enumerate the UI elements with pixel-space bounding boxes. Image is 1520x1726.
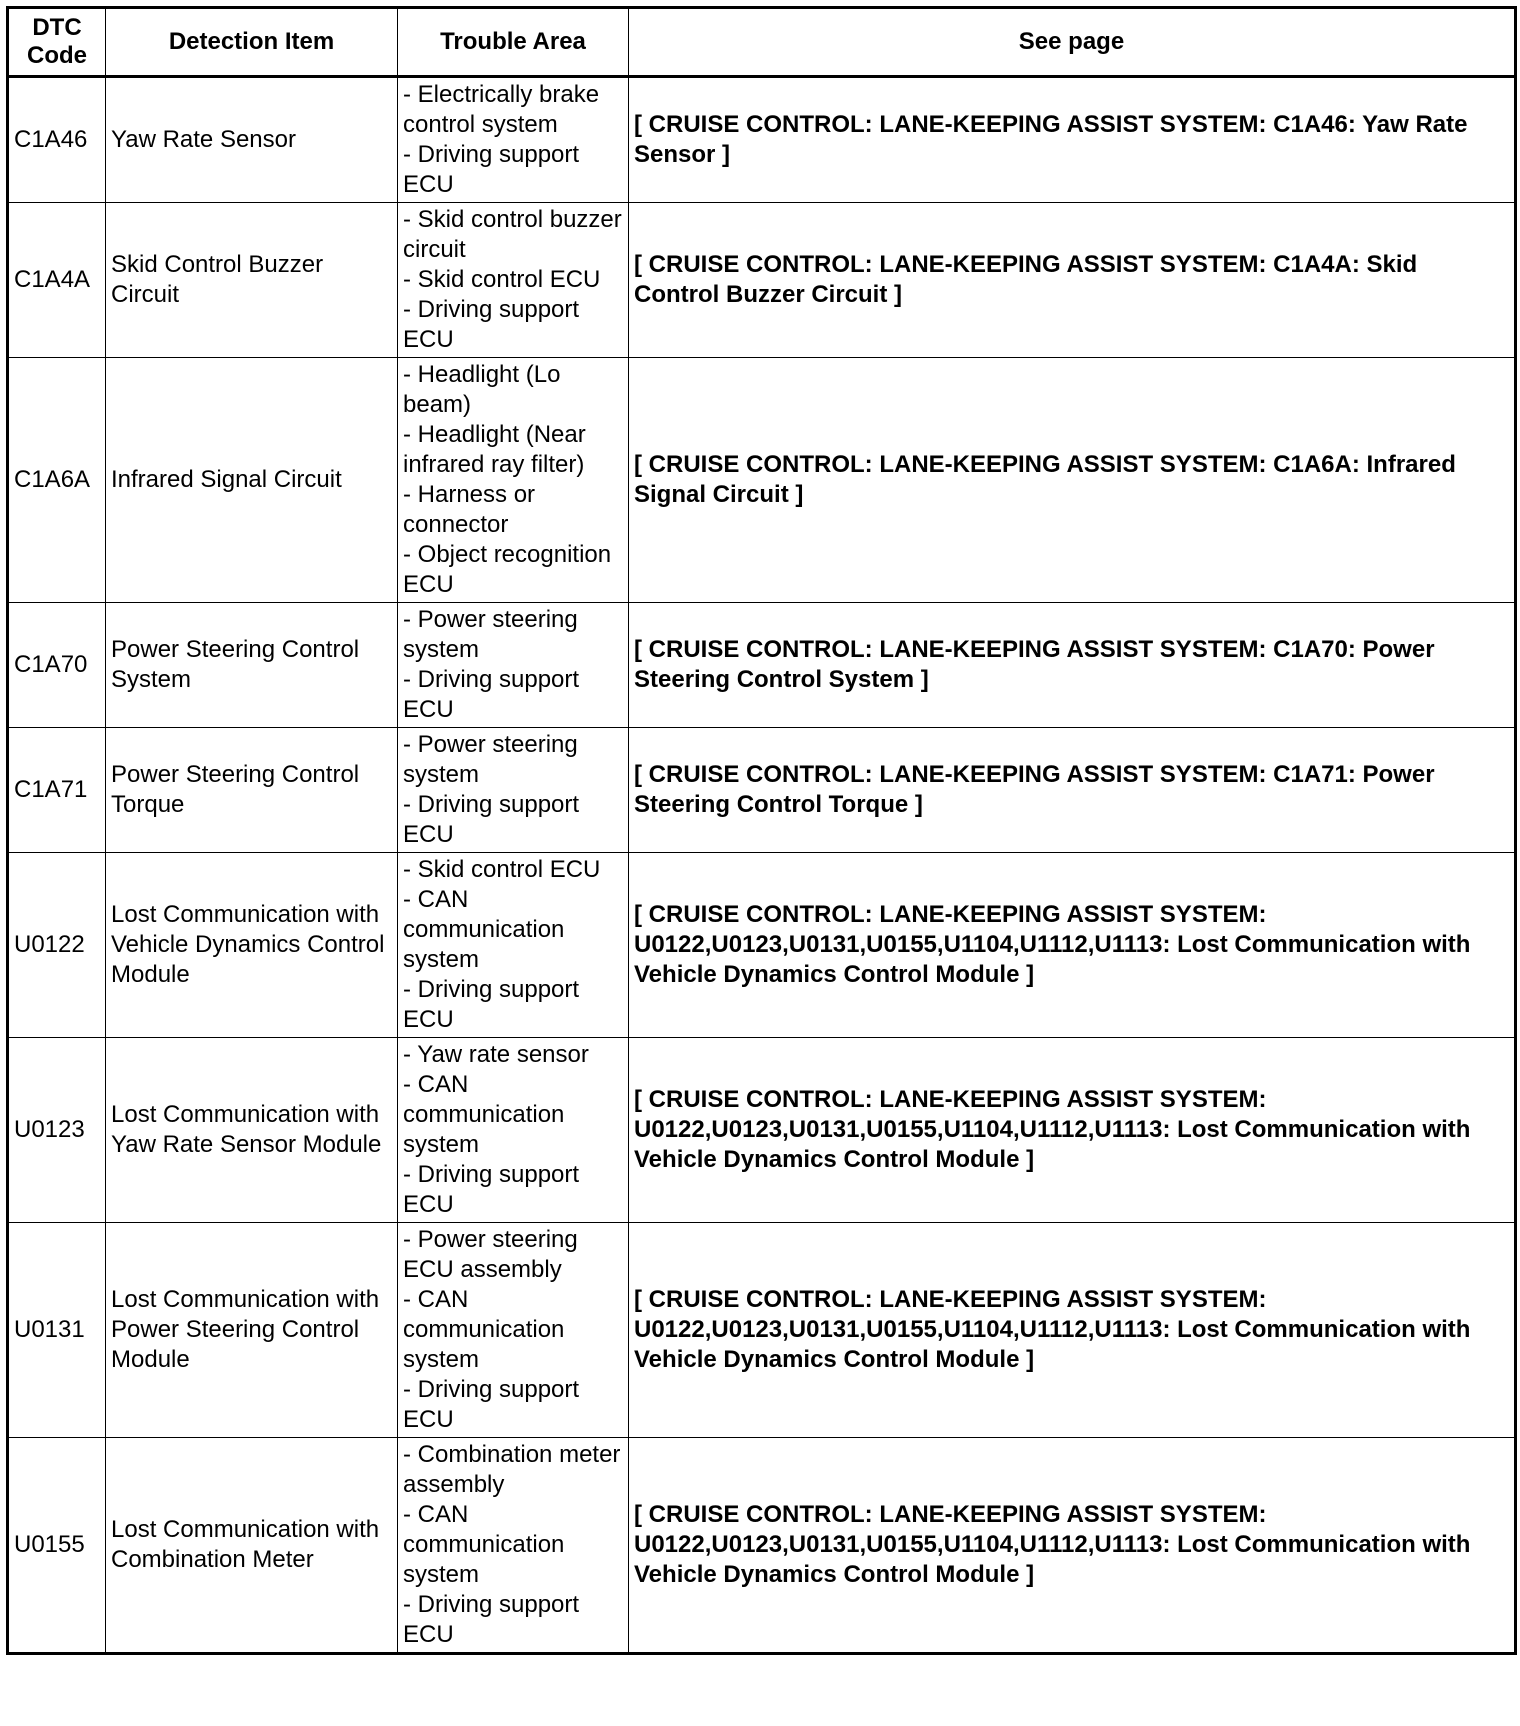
detection-item-cell: Lost Communication with Vehicle Dynamics Control Module (106, 853, 398, 1038)
table-header (8, 8, 1516, 77)
trouble-area-cell (398, 77, 629, 203)
dtc-table (6, 6, 1517, 1655)
detection-item-cell: Power Steering Control Torque (106, 728, 398, 853)
table-row (8, 203, 1516, 358)
detection-item-cell: Skid Control Buzzer Circuit (106, 203, 398, 358)
trouble-area-line: - Driving support ECU (403, 1591, 580, 1648)
trouble-area-cell (398, 853, 629, 1038)
dtc-code-cell: C1A4A (8, 203, 106, 358)
trouble-area-cell (398, 1438, 629, 1654)
dtc-code-cell: C1A71 (8, 728, 106, 853)
see-page-link[interactable]: [ CRUISE CONTROL: LANE-KEEPING ASSIST SYSTEM: U0122,U0123,U0131,U0155,U1104,U1112,U1113: Lost Communication with Vehicle Dynamics Control Module ] (629, 1438, 1516, 1654)
dtc-code-cell: U0123 (8, 1038, 106, 1223)
table-row (8, 1038, 1516, 1223)
table-row (8, 603, 1516, 728)
trouble-area-line: - Driving support ECU (403, 1376, 580, 1433)
dtc-code-cell: C1A46 (8, 77, 106, 203)
detection-item-cell: Lost Communication with Power Steering Control Module (106, 1223, 398, 1438)
see-page-link[interactable]: [ CRUISE CONTROL: LANE-KEEPING ASSIST SYSTEM: C1A71: Power Steering Control Torque ] (629, 728, 1516, 853)
detection-item-cell: Power Steering Control System (106, 603, 398, 728)
trouble-area-cell (398, 728, 629, 853)
detection-item-cell: Yaw Rate Sensor (106, 77, 398, 203)
trouble-area-line: - Skid control buzzer circuit (403, 206, 622, 263)
see-page-link[interactable]: [ CRUISE CONTROL: LANE-KEEPING ASSIST SYSTEM: C1A4A: Skid Control Buzzer Circuit ] (629, 203, 1516, 358)
table-row (8, 728, 1516, 853)
detection-item-cell: Lost Communication with Yaw Rate Sensor Module (106, 1038, 398, 1223)
detection-item-cell: Lost Communication with Combination Meter (106, 1438, 398, 1654)
trouble-area-line: - Power steering system (403, 606, 578, 663)
trouble-area-line: - Driving support ECU (403, 1161, 580, 1218)
trouble-area-cell (398, 603, 629, 728)
table-row (8, 1223, 1516, 1438)
dtc-code-cell: U0122 (8, 853, 106, 1038)
trouble-area-line: - CAN communication system (403, 1071, 565, 1158)
header-trouble-area: Trouble Area (398, 8, 629, 77)
trouble-area-line: - CAN communication system (403, 1501, 565, 1588)
trouble-area-line: - Driving support ECU (403, 976, 580, 1033)
see-page-link[interactable]: [ CRUISE CONTROL: LANE-KEEPING ASSIST SYSTEM: C1A46: Yaw Rate Sensor ] (629, 77, 1516, 203)
trouble-area-line: - Headlight (Near infrared ray filter) (403, 421, 586, 478)
dtc-code-cell: U0131 (8, 1223, 106, 1438)
trouble-area-cell (398, 358, 629, 603)
see-page-link[interactable]: [ CRUISE CONTROL: LANE-KEEPING ASSIST SYSTEM: U0122,U0123,U0131,U0155,U1104,U1112,U1113: Lost Communication with Vehicle Dynamics Control Module ] (629, 1038, 1516, 1223)
trouble-area-cell (398, 1223, 629, 1438)
dtc-code-cell: C1A6A (8, 358, 106, 603)
trouble-area-line: - Combination meter assembly (403, 1441, 621, 1498)
trouble-area-line: - Headlight (Lo beam) (403, 361, 561, 418)
table-row (8, 853, 1516, 1038)
see-page-link[interactable]: [ CRUISE CONTROL: LANE-KEEPING ASSIST SYSTEM: U0122,U0123,U0131,U0155,U1104,U1112,U1113: Lost Communication with Vehicle Dynamics Control Module ] (629, 1223, 1516, 1438)
table-row (8, 358, 1516, 603)
header-dtc-code: DTC Code (8, 8, 106, 77)
trouble-area-line: - CAN communication system (403, 886, 565, 973)
table-row (8, 1438, 1516, 1654)
trouble-area-line: - Electrically brake control system (403, 81, 600, 138)
see-page-link[interactable]: [ CRUISE CONTROL: LANE-KEEPING ASSIST SYSTEM: U0122,U0123,U0131,U0155,U1104,U1112,U1113: Lost Communication with Vehicle Dynamics Control Module ] (629, 853, 1516, 1038)
trouble-area-line: - Power steering system (403, 731, 578, 788)
trouble-area-line: - Driving support ECU (403, 296, 580, 353)
table-body (8, 77, 1516, 1654)
trouble-area-line: - Skid control ECU (403, 266, 601, 293)
trouble-area-line: - Driving support ECU (403, 791, 580, 848)
trouble-area-line: - Object recognition ECU (403, 541, 612, 598)
table-row (8, 77, 1516, 203)
trouble-area-cell (398, 203, 629, 358)
header-see-page: See page (629, 8, 1516, 77)
dtc-code-cell: U0155 (8, 1438, 106, 1654)
trouble-area-line: - Power steering ECU assembly (403, 1226, 578, 1283)
see-page-link[interactable]: [ CRUISE CONTROL: LANE-KEEPING ASSIST SYSTEM: C1A70: Power Steering Control System ] (629, 603, 1516, 728)
trouble-area-line: - CAN communication system (403, 1286, 565, 1373)
detection-item-cell: Infrared Signal Circuit (106, 358, 398, 603)
dtc-code-cell: C1A70 (8, 603, 106, 728)
header-row (8, 8, 1516, 77)
trouble-area-line: - Harness or connector (403, 481, 536, 538)
trouble-area-line: - Driving support ECU (403, 141, 580, 198)
see-page-link[interactable]: [ CRUISE CONTROL: LANE-KEEPING ASSIST SYSTEM: C1A6A: Infrared Signal Circuit ] (629, 358, 1516, 603)
trouble-area-line: - Skid control ECU (403, 856, 601, 883)
header-detection-item: Detection Item (106, 8, 398, 77)
trouble-area-cell (398, 1038, 629, 1223)
trouble-area-line: - Driving support ECU (403, 666, 580, 723)
trouble-area-line: - Yaw rate sensor (403, 1041, 589, 1068)
